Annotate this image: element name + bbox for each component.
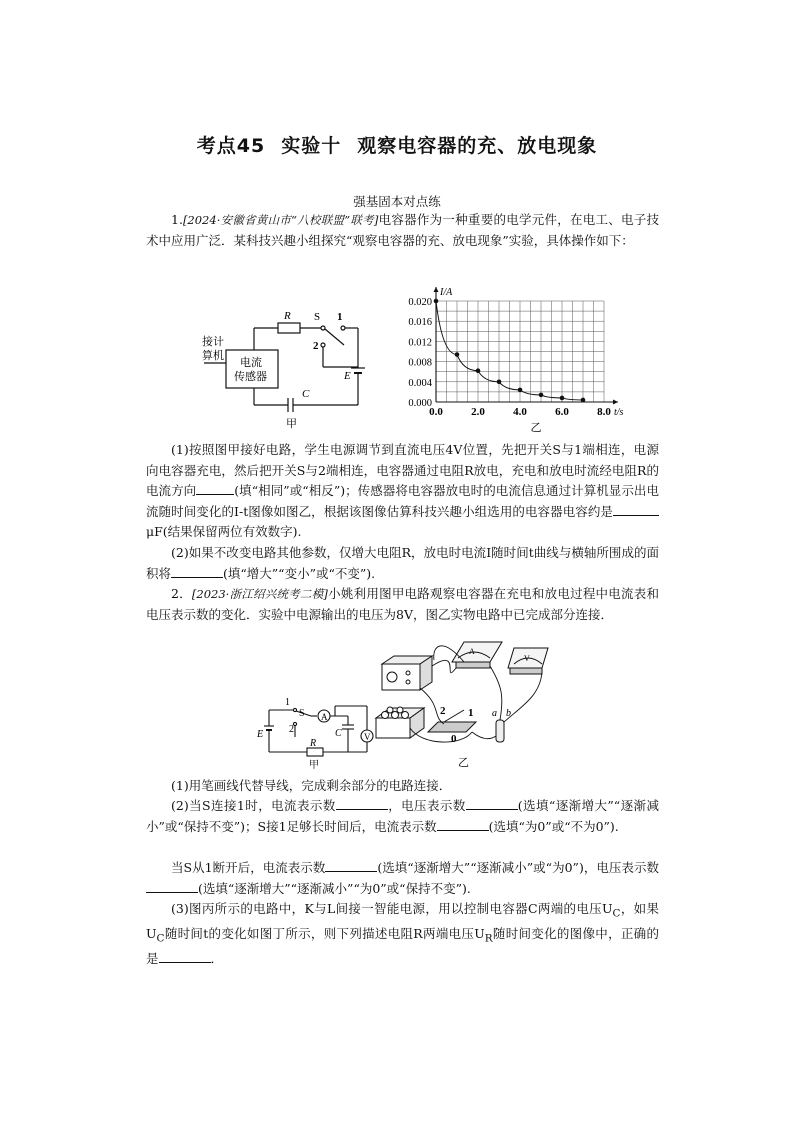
q2-blank-answer[interactable] xyxy=(159,950,211,963)
q1-number: 1. xyxy=(171,212,183,227)
q1-sensor-label-2: 传感器 xyxy=(234,371,267,383)
title-part2: 实验十 xyxy=(281,135,342,157)
q2-part2-text-a: (2)当S连接1时，电流表示数 xyxy=(171,798,336,813)
q1-label-C: C xyxy=(302,388,310,400)
data-point xyxy=(476,368,481,373)
data-point xyxy=(434,299,439,304)
q2-fig-b-label-2: 2 xyxy=(440,705,446,717)
data-point xyxy=(497,380,502,385)
q2-fig-b-caption: 乙 xyxy=(458,757,469,769)
x-axis-arrow xyxy=(613,400,618,405)
q1-intro-text: 电容器作为一种重要的电学元件，在电工、电子技术中应用广泛．某科技兴趣小组探究“观察电容器的充、放电现象”实验，具体操作如下： xyxy=(146,212,659,248)
y-axis-label: I/A xyxy=(440,287,453,298)
q2-part3-sub-c2: C xyxy=(156,932,165,945)
data-point xyxy=(581,398,586,403)
q2-label-S: S xyxy=(299,708,305,719)
q2-label-E: E xyxy=(257,729,264,740)
data-point xyxy=(455,352,460,357)
q2-part3 xyxy=(146,899,659,970)
q2-part3-text-a: (3)图丙所示的电路中，K与L间接一智能电源，用以控制电容器C两端的电压U xyxy=(171,901,613,916)
q2-label-R: R xyxy=(310,738,317,749)
q2-blank-voltmeter-1[interactable] xyxy=(466,797,518,810)
q1-label-2: 2 xyxy=(313,340,319,352)
q1-part1-text-a: (1)按照图甲接好电路，学生电源调节到直流电压4V位置，先把开关S与1端相连，电源向电容器充电，然后把开关S与2端相连，电容器通过电阻R放电，充电和放电时流经电阻R的电流方向 xyxy=(146,442,659,498)
q2-part2 xyxy=(146,796,659,837)
q2-fig-b-label-b: b xyxy=(506,708,511,719)
y-tick-label: 0.012 xyxy=(408,337,432,349)
q1-source: [2024·安徽省黄山市“八校联盟”联考] xyxy=(182,213,379,227)
q2-number: 2． xyxy=(171,586,192,601)
q2-circuit-figure xyxy=(255,692,380,770)
q1-intro xyxy=(146,210,659,251)
q1-fig-a-caption: 甲 xyxy=(286,418,297,430)
q2-label-V: V xyxy=(364,732,371,742)
q1-part1-text-b: (填“相同”或“相反”)；传感器将电容器放电时的电流信息通过计算机显示出电流随时间变化的I-t图像如图乙，根据该图像估算科技兴趣小组选用的电容器电容约是 xyxy=(146,483,659,519)
data-point xyxy=(539,393,544,398)
q2-part2-text-f: (选填“逐渐增大”“逐渐减小”或“为0”)，电压表示数 xyxy=(377,860,659,875)
q2-part3-sub-r: R xyxy=(484,932,493,945)
q1-label-R: R xyxy=(284,310,291,322)
y-tick-label: 0.000 xyxy=(408,398,432,409)
q2-part2-text-c: (选填“逐渐增大”“逐渐减小”或“保持不变”)；S接1足够长时间后，电流表示数 xyxy=(146,798,659,834)
q1-part2 xyxy=(146,543,659,584)
y-tick-label: 0.016 xyxy=(408,317,432,329)
q2-meter-V: V xyxy=(524,654,530,663)
q2-part1: (1)用笔画线代替导线，完成剩余部分的电路连接． xyxy=(171,778,452,793)
q2-part3-text-e: ． xyxy=(210,951,224,966)
q2-label-1: 1 xyxy=(285,697,290,708)
x-tick-label: 6.0 xyxy=(555,406,569,418)
q1-part2-text-a: (2)如果不改变电路其他参数，仅增大电阻R，放电时电流I随时间t曲线与横轴所围成的面积将 xyxy=(146,545,659,581)
y-axis-arrow xyxy=(434,287,439,292)
q1-part1-text-c: μF(结果保留两位有效数字). xyxy=(146,524,302,539)
q2-label-A: A xyxy=(321,712,328,722)
q2-part2-text-d: (选填“为0”或“不为0”). xyxy=(488,818,619,834)
q1-sensor-label-1: 电流 xyxy=(240,357,262,369)
q1-label-E: E xyxy=(344,370,351,382)
q1-blank-area[interactable] xyxy=(171,565,223,578)
q2-part2-text-g: (选填“逐渐增大”“逐渐减小”“为0”或“保持不变”). xyxy=(198,880,471,896)
q2-fig-b-label-a: a xyxy=(492,708,497,719)
y-tick-label: 0.008 xyxy=(408,357,432,369)
x-tick-label: 2.0 xyxy=(471,406,485,418)
q2-blank-ammeter-1[interactable] xyxy=(336,797,388,810)
q2-blank-ammeter-2[interactable] xyxy=(437,818,489,831)
q2-part3-sub-c: C xyxy=(612,907,621,920)
q1-circuit-figure xyxy=(196,305,386,430)
q1-label-computer-1: 接计 xyxy=(202,336,224,348)
q2-part3-text-b: ，如果U xyxy=(146,901,659,941)
y-tick-label: 0.020 xyxy=(408,297,432,308)
q2-label-2: 2 xyxy=(289,724,294,735)
q2-intro xyxy=(146,584,659,625)
q2-source: [2023·浙江绍兴统考二模] xyxy=(191,587,328,601)
q2-meter-A: A xyxy=(469,647,475,656)
q1-label-1: 1 xyxy=(337,311,343,323)
q2-part2-text-b: ，电压表示数 xyxy=(387,798,466,813)
y-tick-label: 0.004 xyxy=(408,377,432,389)
q2-part2-text-e: 当S从1断开后，电流表示数 xyxy=(171,860,326,875)
q2-part3-text-c: 随时间t的变化如图丁所示，则下列描述电阻R两端电压U xyxy=(164,926,485,941)
q2-fig-b-label-1: 1 xyxy=(468,707,474,719)
x-axis-label: t/s xyxy=(614,407,624,418)
chart-caption: 乙 xyxy=(530,422,542,432)
page-title xyxy=(0,131,794,158)
q2-blank-ammeter-3[interactable] xyxy=(325,859,377,872)
q1-blank-capacitance[interactable] xyxy=(613,503,659,516)
q2-part2-cont xyxy=(146,858,659,899)
title-part1: 考点45 xyxy=(196,135,266,157)
q2-label-C: C xyxy=(335,728,342,739)
q1-it-chart xyxy=(398,280,628,432)
x-tick-label: 4.0 xyxy=(513,406,527,418)
q2-physical-figure xyxy=(372,636,552,770)
q1-label-S: S xyxy=(314,311,321,323)
q2-part3-text-d: 随时间变化的图像中，正确的是 xyxy=(146,926,659,966)
q1-part1 xyxy=(146,440,659,543)
data-point xyxy=(518,388,523,393)
q2-fig-a-caption: 甲 xyxy=(309,760,319,770)
q2-intro-text: 小姚利用图甲电路观察电容器在充电和放电过程中电流表和电压表示数的变化．实验中电源输出的电压为8V，图乙实物电路中已完成部分连接． xyxy=(146,586,659,622)
data-point xyxy=(560,396,565,401)
q2-fig-b-label-0: 0 xyxy=(451,733,457,745)
q2-blank-voltmeter-2[interactable] xyxy=(146,880,198,893)
q1-blank-direction[interactable] xyxy=(196,482,234,495)
title-part3: 观察电容器的充、放电现象 xyxy=(357,135,598,157)
q1-part2-text-b: (填“增大”“变小”或“不变”). xyxy=(223,565,376,581)
section-title: 强基固本对点练 xyxy=(353,194,441,209)
x-tick-label: 0.0 xyxy=(429,406,443,418)
x-tick-label: 8.0 xyxy=(597,406,611,418)
q1-label-computer-2: 算机 xyxy=(202,350,224,362)
